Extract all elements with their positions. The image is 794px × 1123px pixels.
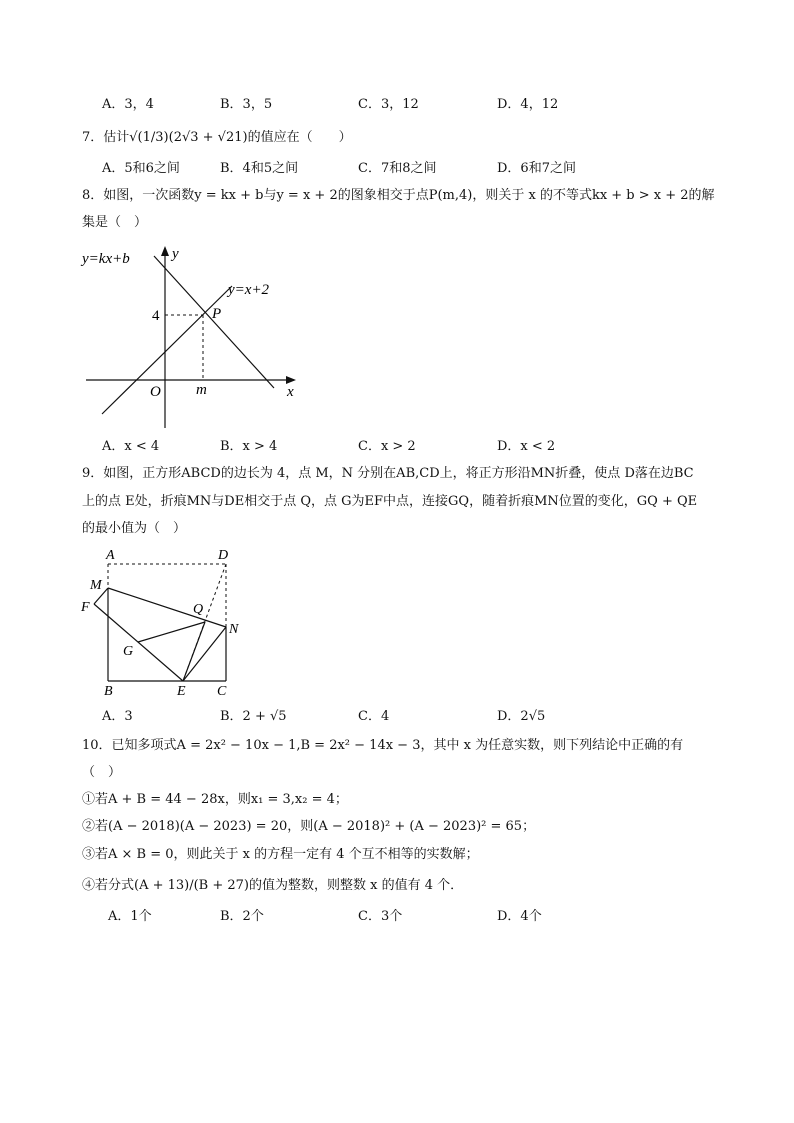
label-m: M xyxy=(90,578,102,593)
q10-stem-line2: （ ） xyxy=(82,765,122,780)
label-c: C xyxy=(217,684,227,699)
segment-en xyxy=(183,627,226,681)
q10-stem-line1: 10．已知多项式A = 2x² − 10x − 1,B = 2x² − 14x − 3，其中 x 为任意实数，则下列结论中正确的有 xyxy=(82,738,684,753)
q7-option-c[interactable]: C．7和8之间 xyxy=(358,161,437,176)
q8-option-a[interactable]: A．x < 4 xyxy=(102,439,160,454)
segment-fe xyxy=(94,604,183,681)
q10-statement-3: ③若A × B = 0，则此关于 x 的方程一定有 4 个互不相等的实数解； xyxy=(82,847,479,862)
label-p: P xyxy=(212,306,222,322)
label-q: Q xyxy=(193,602,204,617)
label-line2: y=x+2 xyxy=(228,282,270,298)
q8-option-d[interactable]: D．x < 2 xyxy=(497,439,556,454)
q9-square-figure xyxy=(78,543,258,699)
label-e: E xyxy=(177,684,186,699)
q9-option-d[interactable]: D．2√5 xyxy=(497,709,546,724)
label-f: F xyxy=(81,600,90,615)
label-d: D xyxy=(218,548,229,563)
q10-option-b[interactable]: B．2个 xyxy=(220,909,264,924)
q7-option-d[interactable]: D．6和7之间 xyxy=(497,161,576,176)
label-n: N xyxy=(229,622,239,637)
q6-option-b[interactable]: B．3，5 xyxy=(220,97,273,112)
q9-option-a[interactable]: A．3 xyxy=(102,709,133,724)
q10-option-a[interactable]: A．1个 xyxy=(108,909,152,924)
q8-stem-line1: 8．如图，一次函数y = kx + b与y = x + 2的图象相交于点P(m,4)，则关于 x 的不等式kx + b > x + 2的解 xyxy=(82,188,715,203)
segment-gq xyxy=(138,622,205,642)
x-axis-arrow xyxy=(286,376,296,384)
q8-stem-line2: 集是（ ） xyxy=(82,215,148,230)
q10-option-c[interactable]: C．3个 xyxy=(358,909,403,924)
q10-statement-4: ④若分式(A + 13)/(B + 27)的值为整数，则整数 x 的值有 4 个． xyxy=(82,878,464,893)
label-g: G xyxy=(123,644,134,659)
label-a: A xyxy=(106,548,115,563)
q7-option-b[interactable]: B．4和5之间 xyxy=(220,161,299,176)
label-b: B xyxy=(104,684,113,699)
crease-mn xyxy=(108,588,226,627)
segment-eq xyxy=(183,622,205,681)
q7-stem: 7．估计√(1/3)(2√3 + √21)的值应在（ ） xyxy=(82,130,352,145)
q6-option-c[interactable]: C．3，12 xyxy=(358,97,419,112)
label-m: m xyxy=(196,382,207,398)
q9-stem-line3: 的最小值为（ ） xyxy=(82,521,187,536)
q9-option-b[interactable]: B．2 + √5 xyxy=(220,709,287,724)
line-kx-plus-b xyxy=(154,256,274,388)
q8-option-b[interactable]: B．x > 4 xyxy=(220,439,278,454)
q8-option-c[interactable]: C．x > 2 xyxy=(358,439,416,454)
label-x-axis: x xyxy=(287,384,294,400)
q10-option-d[interactable]: D．4个 xyxy=(497,909,542,924)
q10-statement-2: ②若(A − 2018)(A − 2023) = 20，则(A − 2018)² + (A − 2023)² = 65； xyxy=(82,819,536,834)
q6-option-d[interactable]: D．4，12 xyxy=(497,97,559,112)
y-axis-arrow xyxy=(161,246,169,256)
q7-option-a[interactable]: A．5和6之间 xyxy=(102,161,180,176)
q10-statement-1: ①若A + B = 44 − 28x，则x₁ = 3,x₂ = 4； xyxy=(82,792,348,807)
q9-stem-line2: 上的点 E处，折痕MN与DE相交于点 Q，点 G为EF中点，连接GQ，随着折痕MN位置的变化，GQ + QE xyxy=(82,494,698,509)
label-y-axis: y xyxy=(172,246,179,262)
q9-option-c[interactable]: C．4 xyxy=(358,709,390,724)
label-line1: y=kx+b xyxy=(82,251,130,267)
q8-graph-figure xyxy=(78,238,308,434)
q9-stem-line1: 9．如图，正方形ABCD的边长为 4，点 M，N 分别在AB,CD上，将正方形沿MN折叠，使点 D落在边BC xyxy=(82,466,694,481)
q6-option-a[interactable]: A．3，4 xyxy=(102,97,154,112)
label-origin: O xyxy=(150,384,161,400)
label-four: 4 xyxy=(152,308,160,324)
